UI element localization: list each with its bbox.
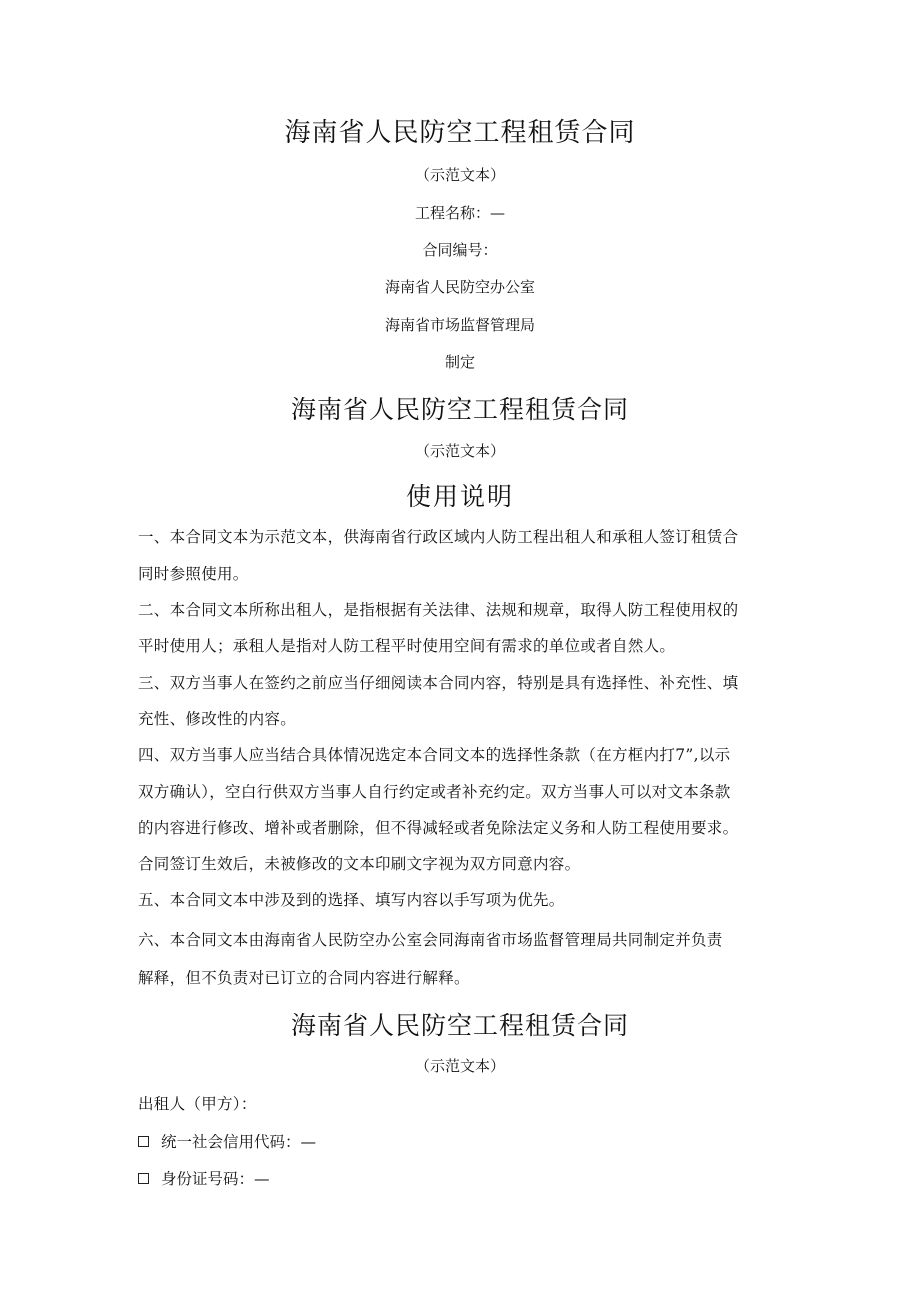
instruction-line: 二、本合同文本所称出租人，是指根据有关法律、法规和规章，取得人防工程使用权的 xyxy=(138,601,739,619)
instructions-heading: 使用说明 xyxy=(405,482,514,511)
contract-title: 海南省人民防空工程租赁合同 xyxy=(290,1011,629,1040)
instructions-title: 海南省人民防空工程租赁合同 xyxy=(290,395,629,424)
instruction-line: 一、本合同文本为示范文本，供海南省行政区域内人防工程出租人和承租人签订租赁合 xyxy=(138,528,739,546)
instruction-line: 三、双方当事人在签约之前应当仔细阅读本合同内容，特别是具有选择性、补充性、填 xyxy=(138,674,739,692)
instruction-line: 合同签订生效后，未被修改的文本印刷文字视为双方同意内容。 xyxy=(138,855,581,873)
project-name: 工程名称：— xyxy=(414,204,505,222)
instruction-line: 的内容进行修改、增补或者删除，但不得减轻或者免除法定义务和人防工程使用要求。 xyxy=(138,819,739,837)
instruction-line: 六、本合同文本由海南省人民防空办公室会同海南省市场监督管理局共同制定并负责 xyxy=(138,931,723,949)
instructions-subtitle: （示范文本） xyxy=(414,442,505,460)
option-id-number-label: 身份证号码：— xyxy=(161,1170,270,1188)
cover-title: 海南省人民防空工程租赁合同 xyxy=(284,118,636,148)
issued-by: 制定 xyxy=(444,353,475,371)
cover-subtitle: （示范文本） xyxy=(414,166,505,184)
lessor-label: 出租人（甲方）： xyxy=(138,1095,257,1113)
checkbox-icon[interactable] xyxy=(138,1136,149,1147)
contract-number: 合同编号： xyxy=(422,241,498,259)
instruction-line: 四、双方当事人应当结合具体情况选定本合同文本的选择性条款（在方框内打7”,以示 xyxy=(138,746,731,764)
instruction-line: 双方确认），空白行供双方当事人自行约定或者补充约定。双方当事人可以对文本条款 xyxy=(138,783,731,801)
instruction-line: 同时参照使用。 xyxy=(138,565,249,583)
instruction-line: 解释，但不负责对已订立的合同内容进行解释。 xyxy=(138,969,470,987)
instruction-line: 充性、修改性的内容。 xyxy=(138,710,297,728)
option-credit-code-label: 统一社会信用代码：— xyxy=(161,1133,317,1151)
contract-subtitle: （示范文本） xyxy=(414,1057,505,1075)
instruction-line: 五、本合同文本中涉及到的选择、填写内容以手写项为优先。 xyxy=(138,891,565,909)
issuer-market-regulation: 海南省市场监督管理局 xyxy=(384,316,535,334)
option-id-number[interactable] xyxy=(138,1167,270,1189)
checkbox-icon[interactable] xyxy=(138,1173,149,1184)
instruction-line: 平时使用人；承租人是指对人防工程平时使用空间有需求的单位或者自然人。 xyxy=(138,637,676,655)
option-credit-code[interactable] xyxy=(138,1130,316,1152)
issuer-civil-defense: 海南省人民防空办公室 xyxy=(384,278,535,296)
